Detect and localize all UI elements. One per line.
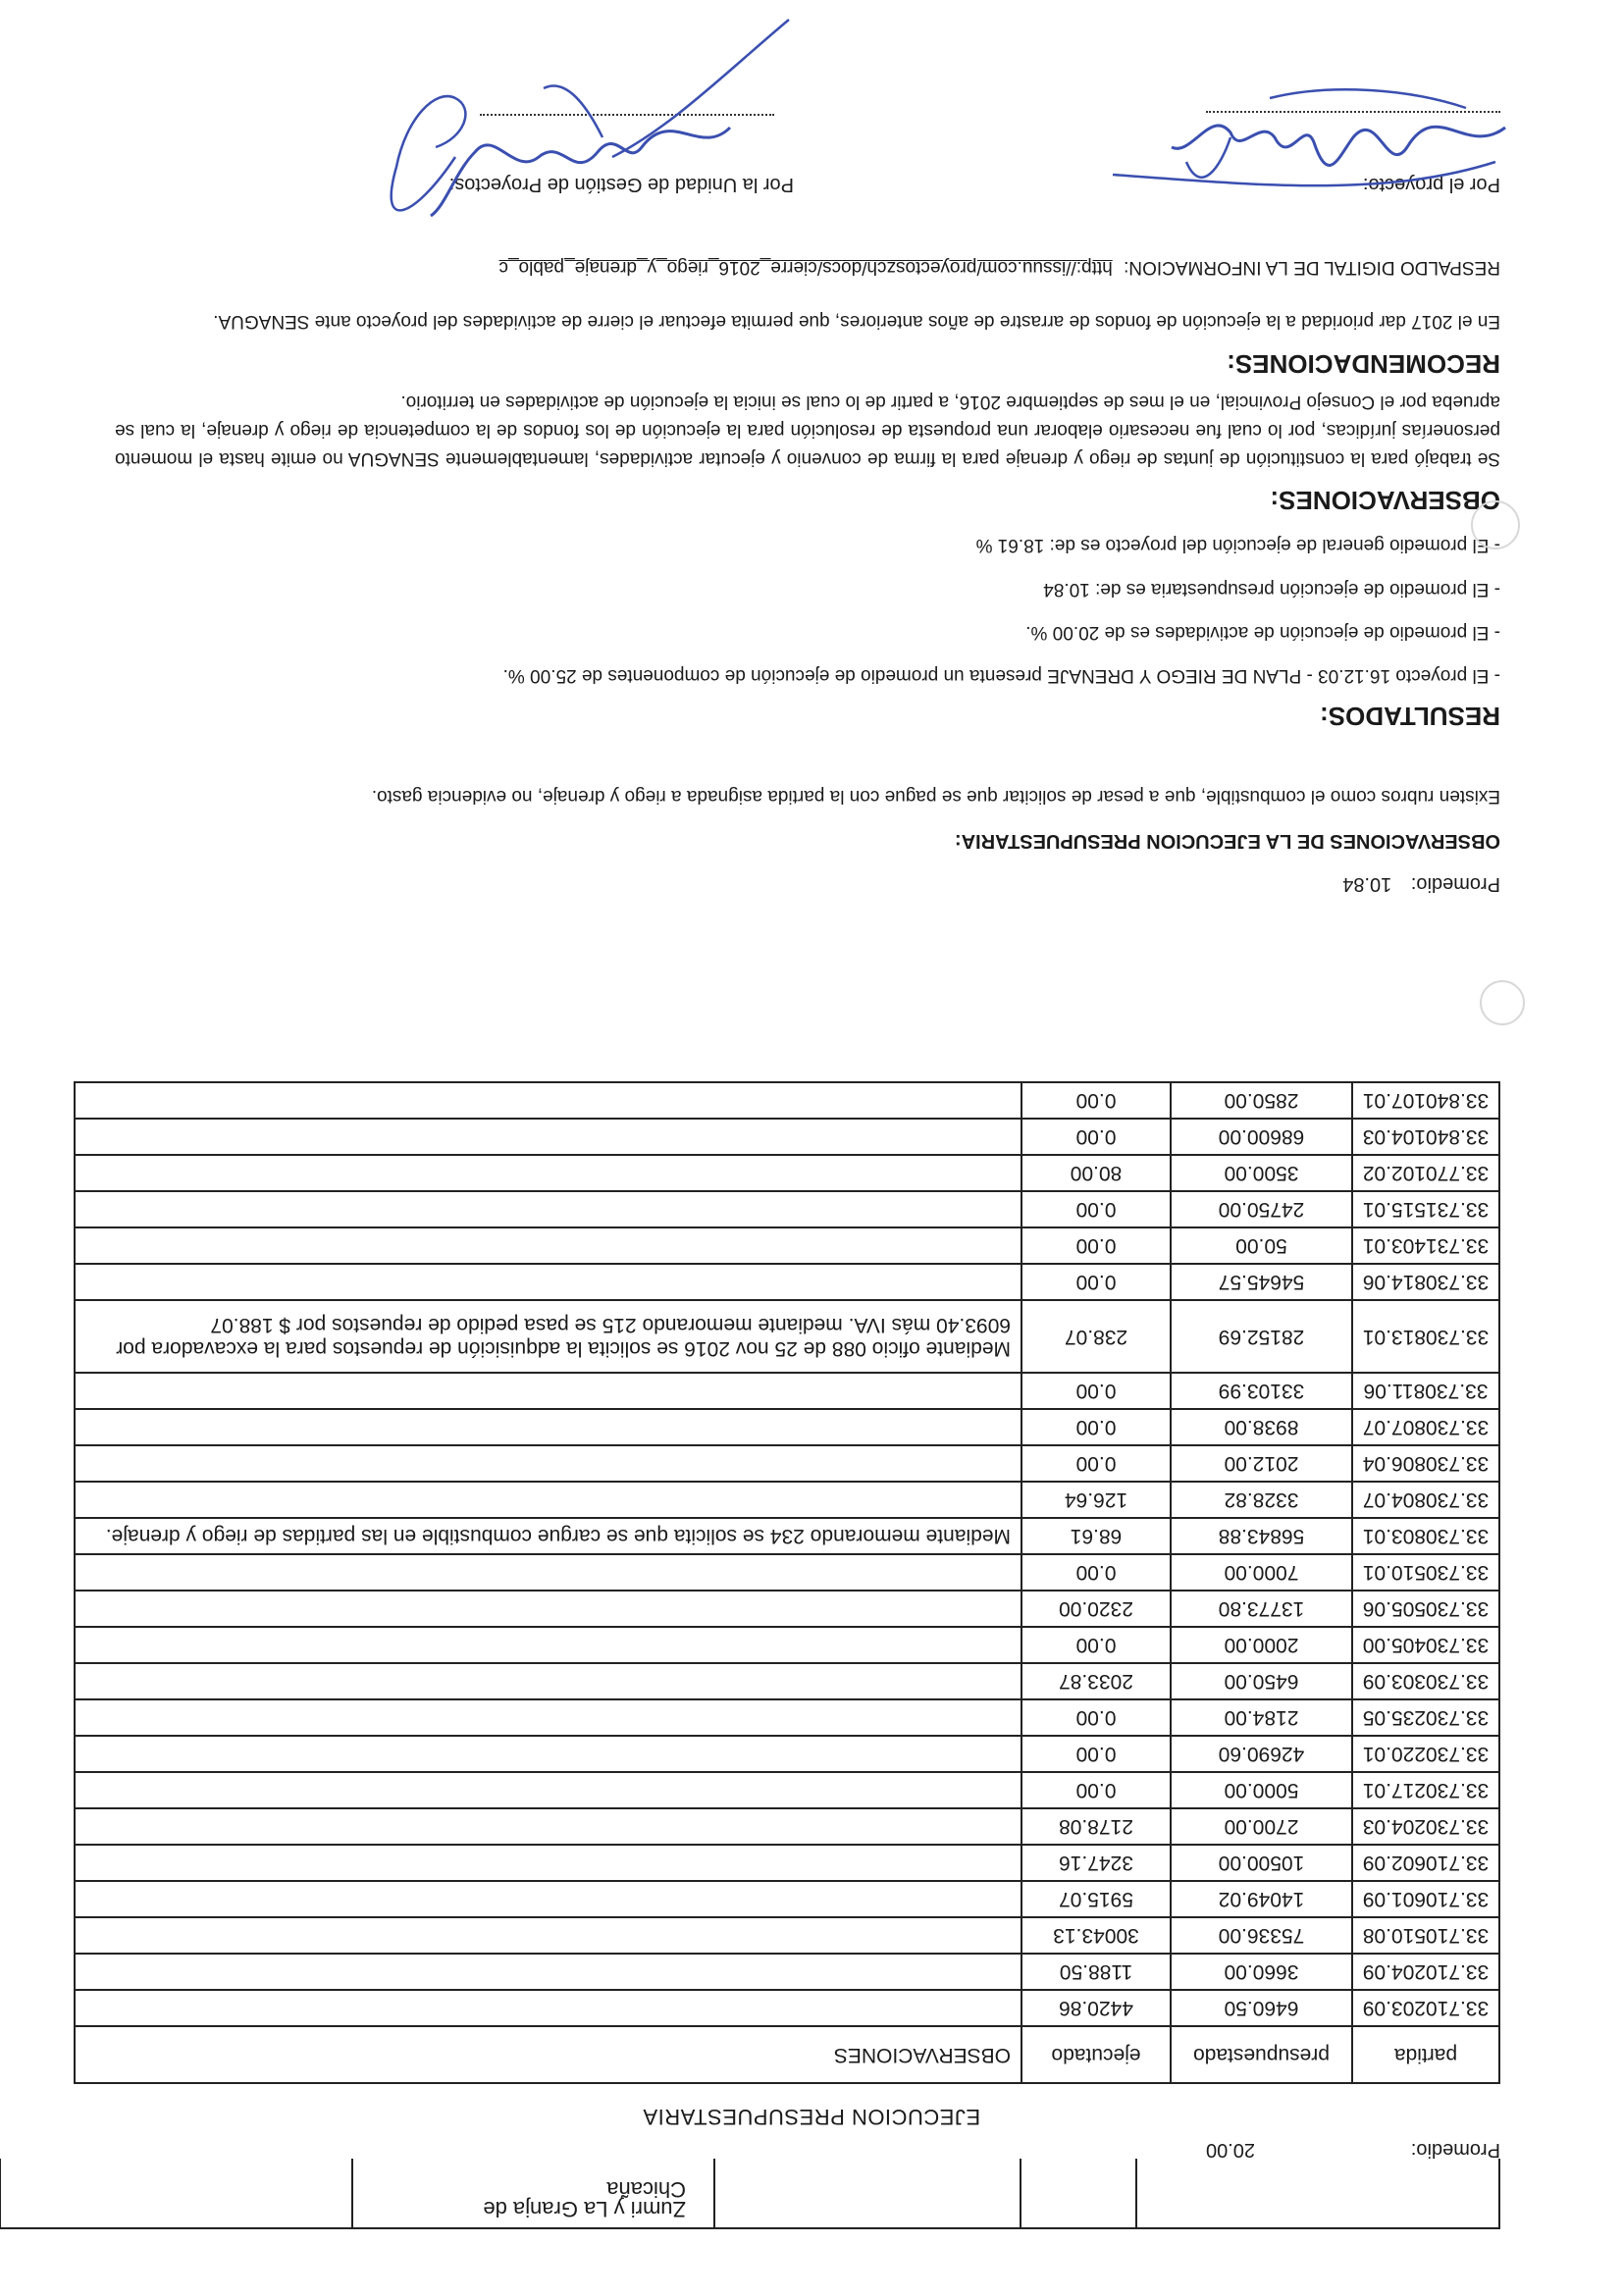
column-header: ejecutado	[1022, 2027, 1172, 2082]
table-row	[76, 1737, 1498, 1773]
resultado-item: - El promedio general de ejecución del proyecto es de: 18.61 %	[975, 535, 1500, 555]
partida-cell: 33.731403.01	[1362, 1234, 1490, 1258]
presupuestado-cell: 10500.00	[1172, 1846, 1353, 1880]
observaciones-cell	[76, 1628, 1022, 1662]
observaciones-cell	[76, 1773, 1022, 1807]
table-row	[76, 1446, 1498, 1483]
presupuestado-cell: 13773.80	[1172, 1592, 1353, 1626]
table-row	[76, 1700, 1498, 1737]
observaciones-cell	[76, 1955, 1022, 1989]
presupuestado-cell: 42690.60	[1172, 1737, 1353, 1771]
table-row	[76, 1809, 1498, 1846]
observaciones-cell	[76, 1882, 1022, 1916]
observaciones-cell	[76, 1192, 1022, 1226]
table-body	[76, 1083, 1498, 2027]
observaciones-cell	[76, 1120, 1022, 1154]
top-cell-text	[372, 2176, 686, 2221]
top-table-divider	[713, 2159, 715, 2227]
observaciones-cell	[76, 1592, 1022, 1626]
column-header: OBSERVACIONES	[76, 2027, 1022, 2082]
partida-cell: 33.730220.01	[1362, 1743, 1490, 1766]
table-row	[76, 1374, 1498, 1410]
column-header: presupuestado	[1172, 2027, 1353, 2082]
ejecutado-cell: 30043.13	[1022, 1918, 1172, 1953]
table-row	[76, 1846, 1498, 1882]
presupuestado-cell: 28152.69	[1172, 1301, 1353, 1372]
presupuestado-cell: 50.00	[1172, 1228, 1353, 1263]
promedio-ejecucion	[1342, 872, 1500, 895]
partida-cell: 33.730510.01	[1362, 1561, 1490, 1585]
table-row	[76, 1773, 1498, 1809]
ejecutado-cell: 0.00	[1022, 1700, 1172, 1735]
partida-cell: 33.710602.09	[1362, 1852, 1490, 1875]
ejecutado-cell: 0.00	[1022, 1265, 1172, 1299]
respaldo-label: RESPALDO DIGITAL DE LA INFORMACION:	[1124, 257, 1500, 278]
top-cell-line: Zumri y La Granja de	[483, 2197, 686, 2221]
ejecutado-cell: 0.00	[1022, 1555, 1172, 1590]
presupuestado-cell: 75336.00	[1172, 1918, 1353, 1953]
ejecutado-cell: 126.64	[1022, 1483, 1172, 1517]
presupuestado-cell: 33103.99	[1172, 1374, 1353, 1408]
table-row	[76, 1592, 1498, 1628]
table-row	[76, 1555, 1498, 1592]
observaciones-cell	[76, 1446, 1022, 1481]
partida-cell: 33.730804.07	[1362, 1488, 1490, 1512]
table-row	[76, 1192, 1498, 1228]
ejecutado-cell: 68.61	[1022, 1519, 1172, 1553]
ejecutado-cell: 1188.50	[1022, 1955, 1172, 1989]
ejecutado-cell: 238.07	[1022, 1301, 1172, 1372]
resultado-item: - El proyecto 16.12.03 - PLAN DE RIEGO Y DRENAJE presenta un promedio de ejecución de componentes de 25.00 %.	[502, 665, 1500, 686]
observaciones-cell	[76, 1374, 1022, 1408]
ejecutado-cell: 5915.07	[1022, 1882, 1172, 1916]
signature-proyecto-image	[1093, 49, 1525, 255]
presupuestado-cell: 3660.00	[1172, 1955, 1353, 1989]
presupuestado-cell: 56843.88	[1172, 1519, 1353, 1553]
promedio-ejecucion-value: 10.84	[1342, 873, 1392, 895]
observaciones-cell: Mediante oficio 088 de 25 nov 2016 se solicita la adquisición de repuestos para la excavadora por 6093.40 más IVA. mediante memorando 215 se pasa pedido de repuestos por $ 188.07	[76, 1301, 1022, 1372]
partida-cell: 33.730505.06	[1362, 1597, 1490, 1621]
observaciones-cell	[76, 1737, 1022, 1771]
partida-cell: 33.730807.07	[1362, 1416, 1490, 1439]
partida-cell: 33.730235.05	[1362, 1706, 1490, 1730]
recomendaciones-text: En el 2017 dar prioridad a la ejecución de fondos de arrastre de años anteriores, que permita efectuar el cierre de actividades del proyecto ante SENAGUA.	[213, 311, 1500, 332]
ejecutado-cell: 0.00	[1022, 1446, 1172, 1481]
ejecutado-cell: 2178.08	[1022, 1809, 1172, 1844]
observaciones-ejecucion-text: Existen rubros como el combustible, que a pesar de solicitar que se pague con la partida asignada a riego y drenaje, no evidencia gasto.	[371, 786, 1500, 807]
presupuestado-cell: 3500.00	[1172, 1156, 1353, 1190]
table-row	[76, 1918, 1498, 1955]
respaldo-url[interactable]: http://issuu.com/proyectoszch/docs/cierre_2016_riego_y_drenaje_pablo_c	[498, 257, 1113, 278]
observaciones-cell	[76, 1156, 1022, 1190]
promedio-value: 20.00	[1205, 2139, 1255, 2161]
partida-cell: 33.710204.09	[1362, 1960, 1490, 1984]
budget-table	[74, 1081, 1500, 2084]
presupuestado-cell: 2012.00	[1172, 1446, 1353, 1481]
presupuestado-cell: 24750.00	[1172, 1192, 1353, 1226]
partida-cell: 33.730204.03	[1362, 1815, 1490, 1839]
partida-cell: 33.730806.04	[1362, 1452, 1490, 1476]
ejecutado-cell: 2320.00	[1022, 1592, 1172, 1626]
table-row	[76, 1265, 1498, 1301]
top-table-divider	[1020, 2159, 1021, 2227]
resultado-item: - El promedio de ejecución de actividades es de 20.00 %.	[1025, 622, 1500, 643]
presupuestado-cell: 7000.00	[1172, 1555, 1353, 1590]
promedio-label: Promedio:	[1410, 2139, 1500, 2161]
table-row	[76, 1664, 1498, 1700]
table-row	[76, 1410, 1498, 1446]
ejecutado-cell: 4420.86	[1022, 1991, 1172, 2025]
table-row	[76, 1083, 1498, 1120]
partida-cell: 33.730811.06	[1363, 1380, 1489, 1403]
observaciones-cell	[76, 1700, 1022, 1735]
table-row	[76, 1519, 1498, 1555]
partida-cell: 33.840107.01	[1362, 1089, 1490, 1113]
partida-cell: 33.731515.01	[1362, 1198, 1490, 1222]
top-table	[0, 2159, 1500, 2229]
presupuestado-cell: 2850.00	[1172, 1083, 1353, 1118]
ejecutado-cell: 0.00	[1022, 1228, 1172, 1263]
observaciones-cell	[76, 1846, 1022, 1880]
partida-cell: 33.730217.01	[1362, 1779, 1490, 1802]
firma-unidad-label: Por la Unidad de Gestión de Proyectos:	[448, 174, 794, 195]
table-row	[76, 1882, 1498, 1918]
observaciones-cell	[76, 1265, 1022, 1299]
observaciones-cell	[76, 1918, 1022, 1953]
table-row	[76, 1120, 1498, 1156]
ejecutado-cell: 80.00	[1022, 1156, 1172, 1190]
ejecutado-cell: 0.00	[1022, 1773, 1172, 1807]
presupuestado-cell: 2700.00	[1172, 1809, 1353, 1844]
table-row	[76, 1955, 1498, 1991]
partida-cell: 33.840104.03	[1362, 1125, 1490, 1149]
partida-cell: 33.710601.09	[1362, 1888, 1490, 1911]
signature-unidad-image	[357, 10, 809, 275]
observaciones-cell	[76, 1483, 1022, 1517]
ejecutado-cell: 0.00	[1022, 1083, 1172, 1118]
presupuestado-cell: 6450.00	[1172, 1664, 1353, 1698]
partida-cell: 33.710203.09	[1362, 1997, 1490, 2020]
resultado-item: - El promedio de ejecución presupuestaria es de: 10.84	[1043, 579, 1500, 600]
partida-cell: 33.730303.09	[1362, 1670, 1490, 1694]
ejecutado-cell: 2033.87	[1022, 1664, 1172, 1698]
ejecutado-cell: 0.00	[1022, 1737, 1172, 1771]
presupuestado-cell: 68600.00	[1172, 1120, 1353, 1154]
presupuestado-cell: 5000.00	[1172, 1773, 1353, 1807]
observaciones-title: OBSERVACIONES:	[1270, 486, 1500, 515]
ejecutado-cell: 0.00	[1022, 1374, 1172, 1408]
resultados-title: RESULTADOS:	[1320, 702, 1500, 731]
ejecutado-cell: 3247.16	[1022, 1846, 1172, 1880]
observaciones-cell	[76, 1555, 1022, 1590]
partida-cell: 33.770102.02	[1362, 1162, 1490, 1185]
table-row	[76, 1991, 1498, 2027]
top-table-divider	[1135, 2159, 1137, 2227]
observaciones-cell	[76, 1083, 1022, 1118]
ejecutado-cell: 0.00	[1022, 1410, 1172, 1444]
promedio-ejecucion-label: Promedio:	[1410, 873, 1500, 895]
partida-cell: 33.730813.01	[1362, 1326, 1490, 1348]
ejecutado-cell: 0.00	[1022, 1192, 1172, 1226]
top-table-divider	[351, 2159, 353, 2227]
presupuestado-cell: 2000.00	[1172, 1628, 1353, 1662]
presupuestado-cell: 3328.82	[1172, 1483, 1353, 1517]
presupuestado-cell: 54645.57	[1172, 1265, 1353, 1299]
presupuestado-cell: 6460.50	[1172, 1991, 1353, 2025]
observaciones-cell	[76, 1664, 1022, 1698]
presupuestado-cell: 14049.02	[1172, 1882, 1353, 1916]
table-row	[76, 1483, 1498, 1519]
partida-cell: 33.730814.06	[1362, 1271, 1490, 1294]
scan-hole-mark	[1471, 500, 1520, 549]
observaciones-cell	[76, 1991, 1022, 2025]
ejecutado-cell: 0.00	[1022, 1120, 1172, 1154]
table-row	[76, 1156, 1498, 1192]
partida-cell: 33.710510.08	[1362, 1924, 1490, 1948]
observaciones-ejecucion-title: OBSERVACIONES DE LA EJECUCION PRESUPUESTARIA:	[954, 830, 1500, 852]
partida-cell: 33.730405.00	[1362, 1634, 1490, 1657]
observaciones-cell: Mediante memorando 234 se solicita que se cargue combustible en las partidas de riego y drenaje.	[76, 1519, 1022, 1553]
table-header-row	[76, 2027, 1498, 2082]
presupuestado-cell: 2184.00	[1172, 1700, 1353, 1735]
table-title: EJECUCION PRESUPUESTARIA	[642, 2105, 981, 2129]
recomendaciones-title: RECOMENDACIONES:	[1227, 349, 1500, 379]
top-table-divider	[0, 2159, 1, 2227]
partida-cell: 33.730803.01	[1362, 1525, 1490, 1548]
presupuestado-cell: 8938.00	[1172, 1410, 1353, 1444]
column-header: partida	[1393, 2044, 1458, 2066]
scan-hole-mark	[1480, 980, 1525, 1025]
ejecutado-cell: 0.00	[1022, 1628, 1172, 1662]
table-row	[76, 1228, 1498, 1265]
firma-proyecto-label: Por el proyecto:	[1362, 174, 1500, 195]
observaciones-cell	[76, 1809, 1022, 1844]
observaciones-cell	[76, 1410, 1022, 1444]
observaciones-cell	[76, 1228, 1022, 1263]
table-row	[76, 1301, 1498, 1374]
observaciones-text: Se trabajó para la constitución de juntas de riego y drenaje para la firma de convenio y ejecutar actividades, lamentablemente SENAGUA no emite hasta el momento personerías jurídicas, por lo cual fue necesario elaborar una propuesta de resolución para la ejecución de los fondos de la competencia de riego y drenaje, la cual se aprueba por el Consejo Provincial, en el mes de septiembre 2016, a partir de lo cual se inicia la ejecución de actividades en territorio.	[115, 391, 1500, 469]
table-row	[76, 1628, 1498, 1664]
top-cell-line: Chicaña	[606, 2177, 686, 2202]
top-table-divider	[1498, 2159, 1500, 2227]
